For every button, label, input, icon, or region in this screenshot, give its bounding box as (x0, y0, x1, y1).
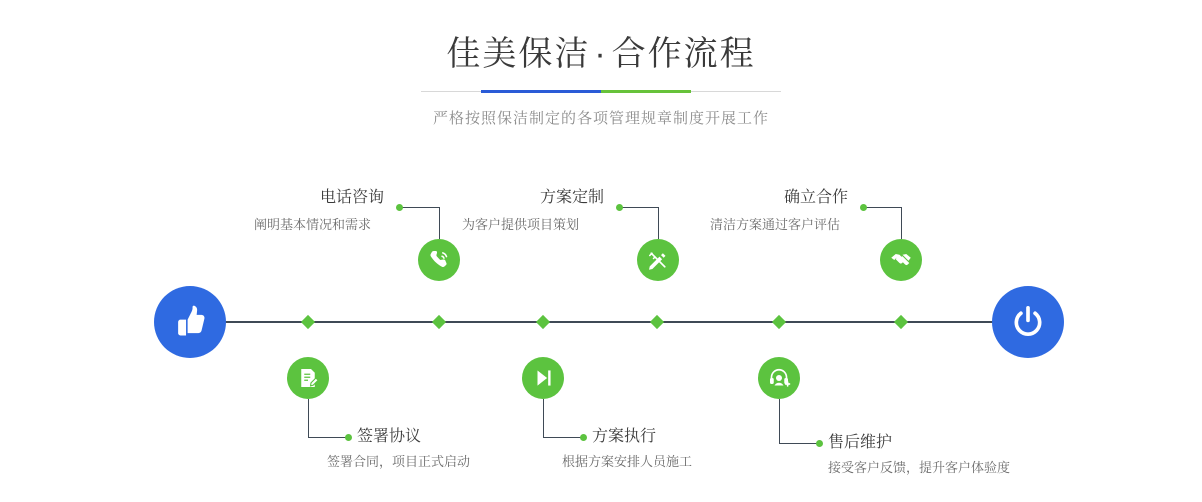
step-3-title: 方案定制 (540, 189, 605, 206)
axis-node-marker (894, 315, 908, 329)
step-4-connector-vertical (543, 399, 544, 437)
step-4-desc: 根据方案安排人员施工 (562, 454, 693, 469)
step-6-connector-vertical (779, 399, 780, 443)
page-header (0, 32, 1202, 128)
timeline-end-power-icon (992, 286, 1064, 358)
step-2-connector-horizontal (308, 437, 348, 438)
axis-node-marker (536, 315, 550, 329)
page-title-sub: 合作流程 (611, 35, 756, 73)
step-1-desc: 阐明基本情况和需求 (254, 217, 372, 232)
axis-node-marker (301, 315, 315, 329)
axis-node-marker (650, 315, 664, 329)
step-2-connector-vertical (308, 399, 309, 437)
axis-node-marker (772, 315, 786, 329)
step-1-phone-ring-icon (418, 239, 460, 281)
step-4-connector-dot (580, 434, 587, 441)
step-2-desc: 签署合同，项目正式启动 (327, 454, 471, 469)
step-5-title: 确立合作 (784, 189, 849, 206)
page-title-separator: · (594, 35, 608, 73)
step-1-connector-dot (396, 204, 403, 211)
title-underline-green (601, 90, 691, 93)
step-6-title: 售后维护 (828, 434, 893, 451)
step-1-title: 电话咨询 (320, 189, 385, 206)
step-1-connector-horizontal (400, 207, 439, 208)
step-3-desc: 为客户提供项目策划 (462, 217, 580, 232)
step-2-connector-dot (345, 434, 352, 441)
title-underline (421, 90, 781, 93)
step-3-connector-vertical (658, 207, 659, 239)
step-6-desc: 接受客户反馈，提升客户体验度 (828, 460, 1011, 475)
step-2-title: 签署协议 (357, 428, 422, 445)
step-6-connector-dot (816, 440, 823, 447)
page-title (0, 32, 1202, 76)
timeline-start-thumbs-up-icon (154, 286, 226, 358)
step-4-play-next-icon (522, 357, 564, 399)
step-5-desc: 清洁方案通过客户评估 (710, 217, 841, 232)
axis-node-marker (432, 315, 446, 329)
step-4-connector-horizontal (543, 437, 583, 438)
title-underline-blue (481, 90, 601, 93)
step-5-connector-vertical (901, 207, 902, 239)
step-5-connector-horizontal (864, 207, 901, 208)
step-3-connector-horizontal (620, 207, 658, 208)
page-title-main: 佳美保洁 (446, 35, 591, 73)
step-1-connector-vertical (439, 207, 440, 239)
step-4-title: 方案执行 (592, 428, 657, 445)
step-5-connector-dot (860, 204, 867, 211)
step-6-headset-add-icon (758, 357, 800, 399)
step-6-connector-horizontal (779, 443, 819, 444)
page-subtitle: 严格按照保洁制定的各项管理规章制度开展工作 (432, 110, 769, 127)
step-2-document-edit-icon (287, 357, 329, 399)
step-3-connector-dot (616, 204, 623, 211)
step-3-pen-ruler-icon (637, 239, 679, 281)
step-5-handshake-icon (880, 239, 922, 281)
